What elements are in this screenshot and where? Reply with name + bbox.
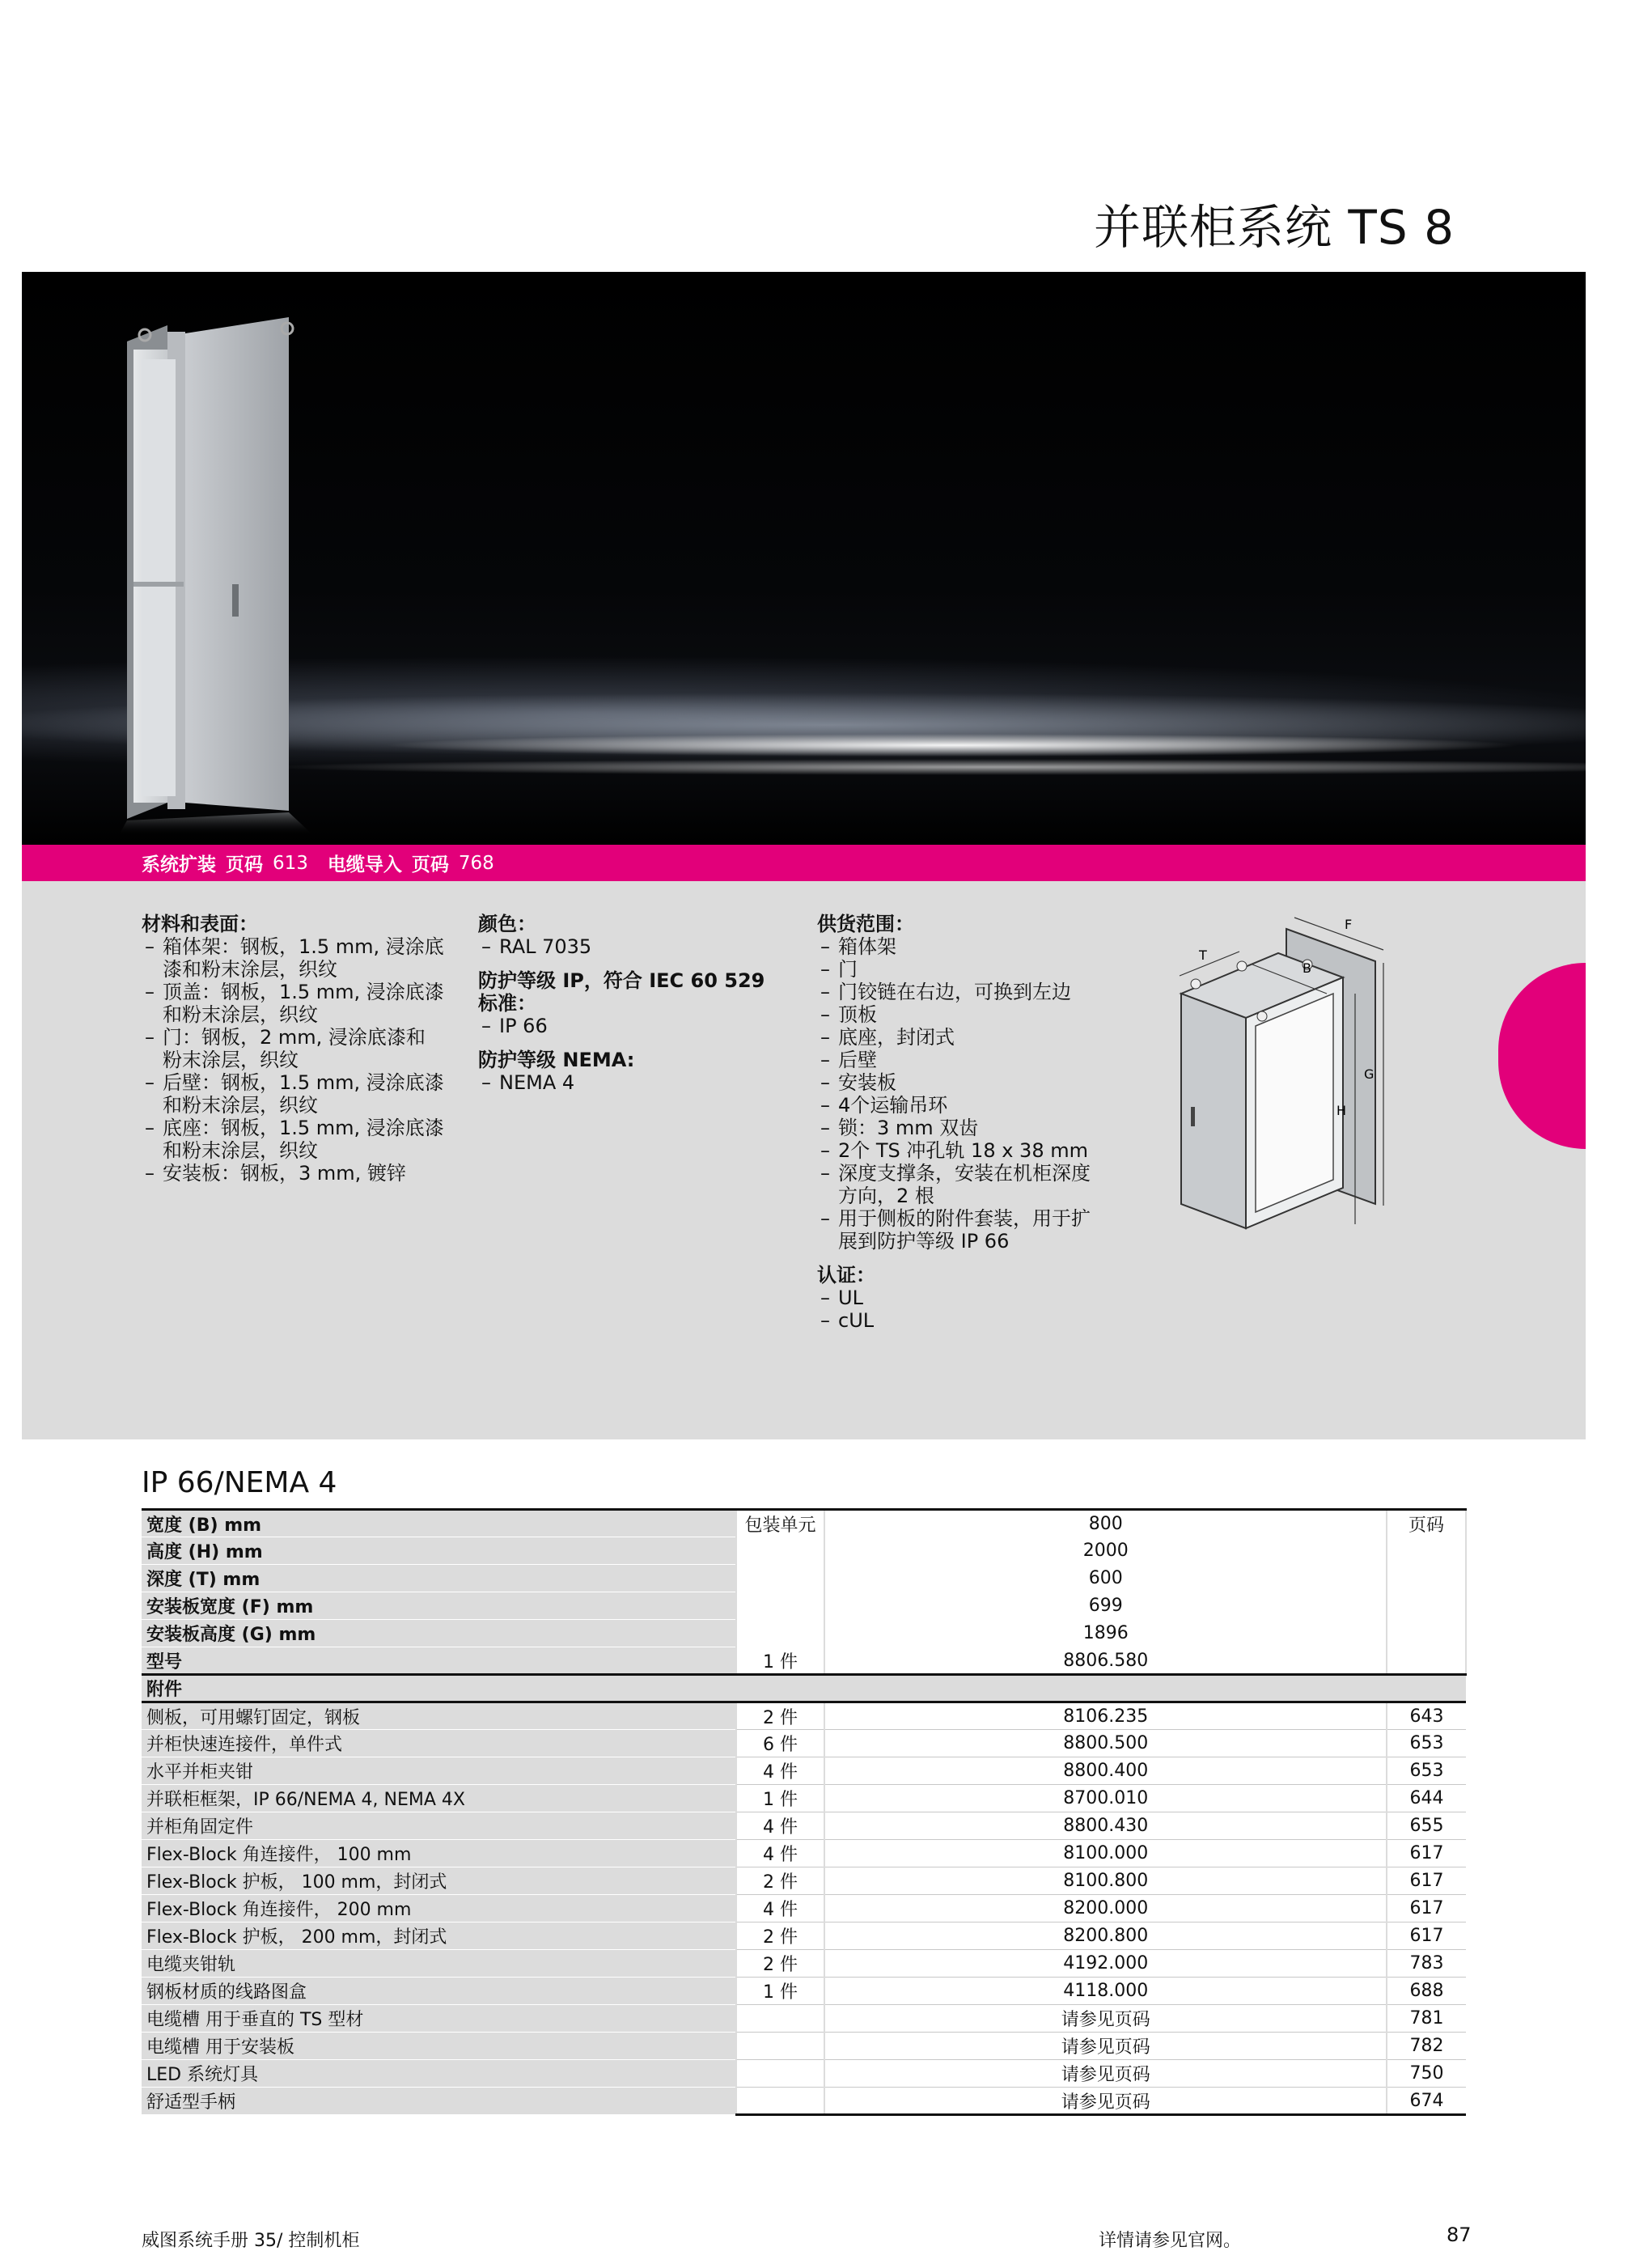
cell-value: 8106.235: [824, 1702, 1387, 1730]
delivery-item: – 深度支撑条，安装在机柜深度 方向，2 根: [817, 1162, 1157, 1207]
cell-unit: [736, 2005, 825, 2033]
cell-label: 宽度 (B) mm: [142, 1510, 736, 1537]
cell-label: 钢板材质的线路图盒: [142, 1978, 736, 2005]
cell-label: 水平并柜夹钳: [142, 1757, 736, 1785]
ip-value: – IP 66: [478, 1015, 802, 1037]
certification-heading: 认证：: [817, 1264, 875, 1287]
cell-unit: [736, 1592, 825, 1620]
dim-b-label: B: [1303, 960, 1311, 976]
cell-page[interactable]: 617: [1387, 1895, 1466, 1923]
table-row: [142, 1923, 1466, 1950]
cell-page[interactable]: 653: [1387, 1730, 1466, 1757]
cell-unit: [736, 2088, 825, 2115]
delivery-item: – 锁：3 mm 双齿: [817, 1117, 1157, 1139]
cell-label: LED 系统灯具: [142, 2060, 736, 2088]
cell-page[interactable]: 781: [1387, 2005, 1466, 2033]
page-label: 页码: [411, 854, 449, 875]
cell-value: 1896: [824, 1620, 1387, 1647]
cell-page[interactable]: 617: [1387, 1923, 1466, 1950]
cell-page[interactable]: 655: [1387, 1812, 1466, 1840]
table-row: [142, 1537, 1466, 1565]
cell-value: 699: [824, 1592, 1387, 1620]
table-row: [142, 1840, 1466, 1867]
cell-unit: 2 件: [736, 1950, 825, 1978]
cell-page[interactable]: 617: [1387, 1867, 1466, 1895]
cell-page[interactable]: 783: [1387, 1950, 1466, 1978]
cell-value: 2000: [824, 1537, 1387, 1565]
table-row: [142, 2060, 1466, 2088]
materials-section: [142, 913, 465, 1185]
cell-page[interactable]: 644: [1387, 1785, 1466, 1812]
cell-unit: 4 件: [736, 1757, 825, 1785]
cell-label: 安装板宽度 (F) mm: [142, 1592, 736, 1620]
table-row: [142, 1702, 1466, 1730]
cell-value: 请参见页码: [824, 2088, 1387, 2115]
cable-entry-label: 电缆导入: [327, 854, 402, 875]
hero-banner: [22, 272, 1586, 845]
cell-label: 舒适型手柄: [142, 2088, 736, 2115]
table-row: [142, 1592, 1466, 1620]
cell-value: 8100.800: [824, 1867, 1387, 1895]
cell-unit: 4 件: [736, 1840, 825, 1867]
table-row: [142, 1620, 1466, 1647]
color-protection-section: [478, 913, 802, 1094]
cell-page[interactable]: 653: [1387, 1757, 1466, 1785]
cell-unit: 2 件: [736, 1702, 825, 1730]
dim-t-label: T: [1199, 947, 1207, 963]
delivery-section: [817, 913, 1157, 1332]
cell-label: 安装板高度 (G) mm: [142, 1620, 736, 1647]
cell-unit: 包装单元: [736, 1510, 825, 1537]
color-heading: 颜色：: [478, 913, 536, 935]
table-row: [142, 1565, 1466, 1592]
table-row: [142, 1895, 1466, 1923]
delivery-item: – 门铰链在右边，可换到左边: [817, 981, 1157, 1003]
cell-value: 800: [824, 1510, 1387, 1537]
cell-page: [1387, 1537, 1466, 1565]
section-title: IP 66/NEMA 4: [142, 1466, 337, 1499]
cell-value: 请参见页码: [824, 2005, 1387, 2033]
cell-label: 电缆槽 用于安装板: [142, 2033, 736, 2060]
cell-label: 并联柜框架，IP 66/NEMA 4, NEMA 4X: [142, 1785, 736, 1812]
dim-g-label: G: [1364, 1066, 1375, 1082]
table-row: [142, 2005, 1466, 2033]
cell-label: 侧板，可用螺钉固定，钢板: [142, 1702, 736, 1730]
cell-unit: 4 件: [736, 1895, 825, 1923]
page-label: 页码: [226, 854, 263, 875]
cell-page[interactable]: 674: [1387, 2088, 1466, 2115]
cell-page[interactable]: 750: [1387, 2060, 1466, 2088]
delivery-item: – 用于侧板的附件套装，用于扩 展到防护等级 IP 66: [817, 1207, 1157, 1253]
delivery-item: – 2个 TS 冲孔轨 18 x 38 mm: [817, 1139, 1157, 1162]
table-row: [142, 1812, 1466, 1840]
table-row: [142, 1950, 1466, 1978]
system-extension-label: 系统扩装: [142, 854, 216, 875]
cell-page[interactable]: 643: [1387, 1702, 1466, 1730]
color-value: – RAL 7035: [478, 935, 802, 958]
cell-value: 8200.000: [824, 1895, 1387, 1923]
accessories-heading-row: [142, 1675, 1466, 1702]
cell-value: 4192.000: [824, 1950, 1387, 1978]
table-row: [142, 2033, 1466, 2060]
table-row: [142, 2088, 1466, 2115]
ip-heading-line2: 标准：: [478, 992, 536, 1015]
materials-heading: 材料和表面：: [142, 913, 258, 935]
product-table: [142, 1508, 1467, 2116]
cell-value: 请参见页码: [824, 2033, 1387, 2060]
delivery-item: – 4个运输吊环: [817, 1094, 1157, 1117]
dimension-drawing: [1165, 913, 1408, 1236]
table-row: [142, 1785, 1466, 1812]
table-row: [142, 1510, 1466, 1537]
page-title: 并联柜系统 TS 8: [1093, 200, 1455, 255]
cell-value: 8100.000: [824, 1840, 1387, 1867]
cell-page[interactable]: 688: [1387, 1978, 1466, 2005]
cell-value: 8700.010: [824, 1785, 1387, 1812]
cell-label: 型号: [142, 1647, 736, 1675]
delivery-item: – 箱体架: [817, 935, 1157, 958]
delivery-item: – 门: [817, 958, 1157, 981]
cell-unit: 4 件: [736, 1812, 825, 1840]
cell-page: [1387, 1592, 1466, 1620]
dim-f-label: F: [1345, 917, 1353, 932]
nema-heading: 防护等级 NEMA:: [478, 1049, 635, 1071]
cell-unit: [736, 2060, 825, 2088]
materials-item: – 后壁：钢板，1.5 mm, 浸涂底漆 和粉末涂层，织纹: [142, 1071, 465, 1117]
cell-value: 600: [824, 1565, 1387, 1592]
cell-unit: 2 件: [736, 1923, 825, 1950]
cell-unit: 1 件: [736, 1647, 825, 1675]
footer-catalog-title: 威图系统手册 35/ 控制机柜: [142, 2231, 360, 2251]
cell-label: Flex-Block 角连接件， 200 mm: [142, 1895, 736, 1923]
cell-label: 高度 (H) mm: [142, 1537, 736, 1565]
table-row: [142, 1647, 1466, 1675]
cable-entry-page[interactable]: 768: [458, 852, 494, 874]
cell-label: 深度 (T) mm: [142, 1565, 736, 1592]
materials-item: – 底座：钢板，1.5 mm, 浸涂底漆 和粉末涂层，织纹: [142, 1117, 465, 1162]
cell-unit: 6 件: [736, 1730, 825, 1757]
certification-item: – UL: [817, 1287, 1157, 1309]
delivery-item: – 安装板: [817, 1071, 1157, 1094]
cell-value: 8800.400: [824, 1757, 1387, 1785]
cell-page[interactable]: 782: [1387, 2033, 1466, 2060]
delivery-heading: 供货范围：: [817, 913, 914, 935]
cell-page: [1387, 1647, 1466, 1675]
nema-value: – NEMA 4: [478, 1071, 802, 1094]
cell-unit: 1 件: [736, 1978, 825, 2005]
cell-page[interactable]: 617: [1387, 1840, 1466, 1867]
delivery-item: – 顶板: [817, 1003, 1157, 1026]
cell-page: [1387, 1565, 1466, 1592]
page-margin: [1586, 955, 1652, 1165]
cell-label: Flex-Block 护板， 200 mm，封闭式: [142, 1923, 736, 1950]
cell-value: 8806.580: [824, 1647, 1387, 1675]
cell-unit: [736, 2033, 825, 2060]
cell-value: 4118.000: [824, 1978, 1387, 2005]
cell-value: 8800.430: [824, 1812, 1387, 1840]
cell-unit: [736, 1620, 825, 1647]
cell-value: 8800.500: [824, 1730, 1387, 1757]
delivery-item: – 底座，封闭式: [817, 1026, 1157, 1049]
table-row: [142, 1757, 1466, 1785]
cabinet-photo: [119, 317, 386, 835]
page-number: 87: [1447, 2223, 1472, 2246]
materials-item: – 安装板：钢板，3 mm, 镀锌: [142, 1162, 465, 1185]
table-row: [142, 1978, 1466, 2005]
accessories-heading: 附件: [142, 1675, 1466, 1702]
footer-website-note[interactable]: 详情请参见官网。: [1099, 2231, 1242, 2251]
dim-h-label: H: [1336, 1103, 1347, 1118]
materials-item: – 顶盖：钢板，1.5 mm, 浸涂底漆 和粉末涂层，织纹: [142, 981, 465, 1026]
cell-unit: [736, 1537, 825, 1565]
system-extension-page[interactable]: 613: [273, 852, 308, 874]
materials-item: – 门：钢板，2 mm, 浸涂底漆和 粉末涂层，织纹: [142, 1026, 465, 1071]
certification-item: – cUL: [817, 1309, 1157, 1332]
cell-label: 电缆夹钳轨: [142, 1950, 736, 1978]
cross-reference-bar: [22, 845, 1586, 881]
table-row: [142, 1730, 1466, 1757]
cell-label: Flex-Block 角连接件， 100 mm: [142, 1840, 736, 1867]
cell-page: 页码: [1387, 1510, 1466, 1537]
cell-label: 并柜角固定件: [142, 1812, 736, 1840]
cell-value: 请参见页码: [824, 2060, 1387, 2088]
cell-unit: [736, 1565, 825, 1592]
materials-item: – 箱体架：钢板，1.5 mm, 浸涂底 漆和粉末涂层，织纹: [142, 935, 465, 981]
cell-value: 8200.800: [824, 1923, 1387, 1950]
table-row: [142, 1867, 1466, 1895]
cell-label: Flex-Block 护板， 100 mm，封闭式: [142, 1867, 736, 1895]
ip-heading: 防护等级 IP，符合 IEC 60 529: [478, 969, 765, 992]
cell-unit: 2 件: [736, 1867, 825, 1895]
cell-page: [1387, 1620, 1466, 1647]
cell-unit: 1 件: [736, 1785, 825, 1812]
delivery-item: – 后壁: [817, 1049, 1157, 1071]
cell-label: 电缆槽 用于垂直的 TS 型材: [142, 2005, 736, 2033]
cell-label: 并柜快速连接件，单件式: [142, 1730, 736, 1757]
